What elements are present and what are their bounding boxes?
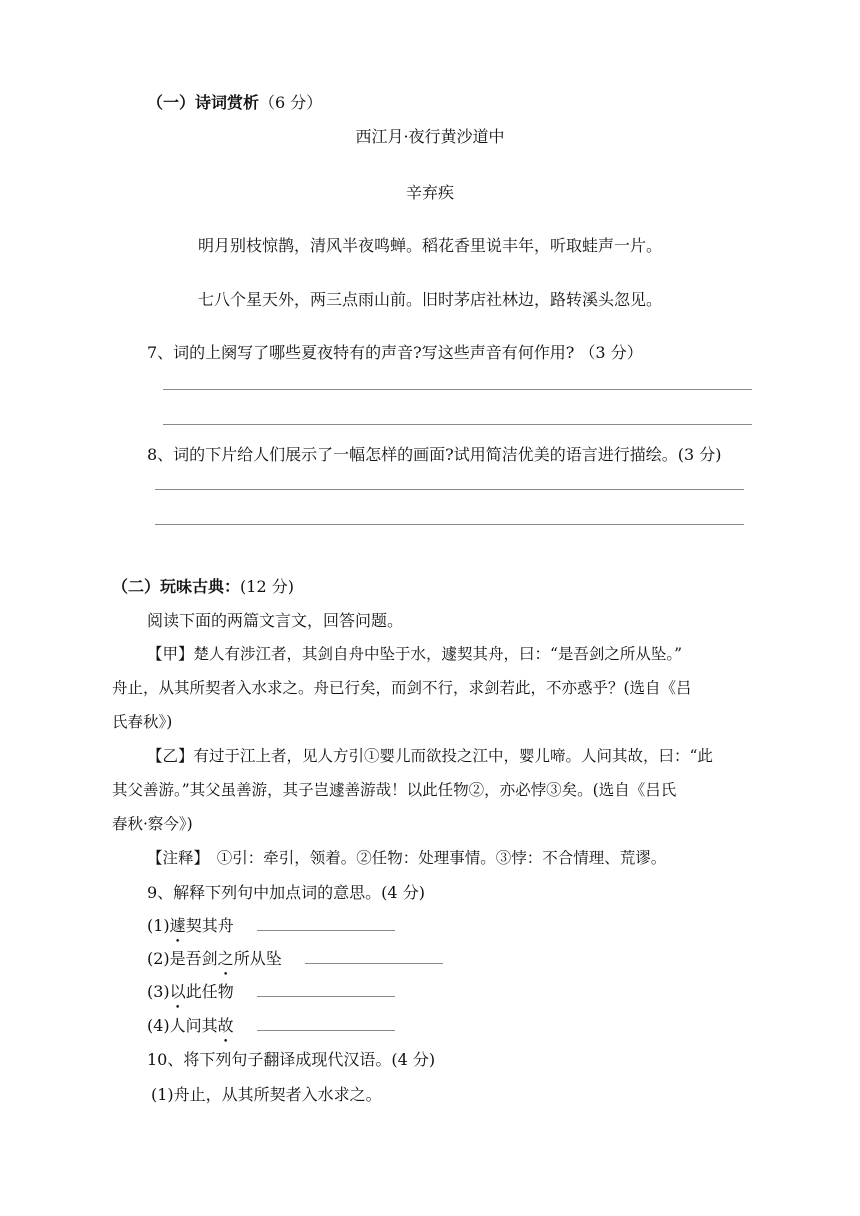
q9-item-4-dotted-word: 故 (217, 1016, 234, 1035)
q9-item-3-dotted-word: 以 (169, 982, 186, 1001)
q9-item-3-suffix: 此任物 (185, 982, 234, 1001)
answer-line-7b[interactable] (163, 424, 752, 425)
section2-heading (112, 574, 294, 597)
annotation-note: 【注释】 ①引：牵引，领着。②任物：处理事情。③悖：不合情理、荒谬。 (147, 849, 667, 867)
reading-intro: 阅读下面的两篇文言文，回答问题。 (147, 611, 404, 630)
q10-item-1: (1)舟止，从其所契者入水求之。 (151, 1085, 382, 1104)
q9-item-3 (147, 979, 395, 1002)
poem-title: 西江月·夜行黄沙道中 (355, 127, 505, 146)
q9-item-2-prefix: (2)是吾剑 (147, 949, 218, 968)
q9-item-2 (147, 946, 443, 969)
question-7: 7、词的上阕写了哪些夏夜特有的声音?写这些声音有何作用? （3 分） (147, 343, 643, 362)
q9-item-4 (147, 1013, 395, 1036)
answer-line-8b[interactable] (155, 524, 744, 525)
q9-item-4-answer-blank[interactable] (257, 1016, 395, 1031)
q9-item-1-answer-blank[interactable] (257, 916, 395, 931)
passage-yi-line-3: 春秋·察今》) (112, 815, 193, 833)
q9-item-4-prefix: (4)人问其 (147, 1016, 218, 1035)
section1-heading (147, 90, 322, 113)
passage-jia-line-1: 【甲】楚人有涉江者，其剑自舟中坠于水，遽契其舟，曰：“是吾剑之所从坠。” (147, 645, 683, 663)
section2-heading-title: （二）玩味古典： (112, 577, 241, 596)
passage-jia-line-3: 氏春秋》) (112, 713, 173, 731)
passage-jia-line-2: 舟止，从其所契者入水求之。舟已行矣，而剑不行，求剑若此，不亦惑乎？(选自《吕 (112, 679, 692, 697)
section1-heading-score: （6 分） (259, 93, 323, 112)
question-8: 8、词的下片给人们展示了一幅怎样的画面?试用简洁优美的语言进行描绘。(3 分) (147, 445, 722, 464)
q9-item-1 (147, 913, 395, 936)
q9-item-2-answer-blank[interactable] (305, 949, 443, 964)
question-10: 10、将下列句子翻译成现代汉语。(4 分) (147, 1050, 436, 1069)
question-9: 9、解释下列句中加点词的意思。(4 分) (147, 883, 425, 902)
passage-yi-line-1: 【乙】有过于江上者，见人方引①婴儿而欲投之江中，婴儿啼。人问其故，曰：“此 (147, 747, 713, 765)
q9-item-2-dotted-word: 之 (217, 949, 234, 968)
poem-author: 辛弃疾 (405, 183, 454, 202)
section1-heading-title: （一）诗词赏析 (147, 93, 260, 112)
q9-item-1-prefix: (1) (147, 916, 170, 935)
section2-heading-score: (12 分) (240, 577, 294, 596)
q9-item-1-dotted-word: 遽 (169, 916, 186, 935)
q9-item-2-suffix: 所从坠 (233, 949, 282, 968)
q9-item-1-suffix: 契其舟 (185, 916, 234, 935)
answer-line-8a[interactable] (155, 489, 744, 490)
q9-item-3-prefix: (3) (147, 982, 170, 1001)
answer-line-7a[interactable] (163, 389, 752, 390)
passage-yi-line-2: 其父善游。”其父虽善游，其子岂遽善游哉！以此任物②，亦必悖③矣。(选自《吕氏 (112, 781, 677, 799)
q9-item-3-answer-blank[interactable] (257, 982, 395, 997)
poem-line-1: 明月别枝惊鹊，清风半夜鸣蝉。稻花香里说丰年，听取蛙声一片。 (197, 236, 662, 255)
poem-line-2: 七八个星天外，两三点雨山前。旧时茅店社林边，路转溪头忽见。 (197, 290, 662, 309)
